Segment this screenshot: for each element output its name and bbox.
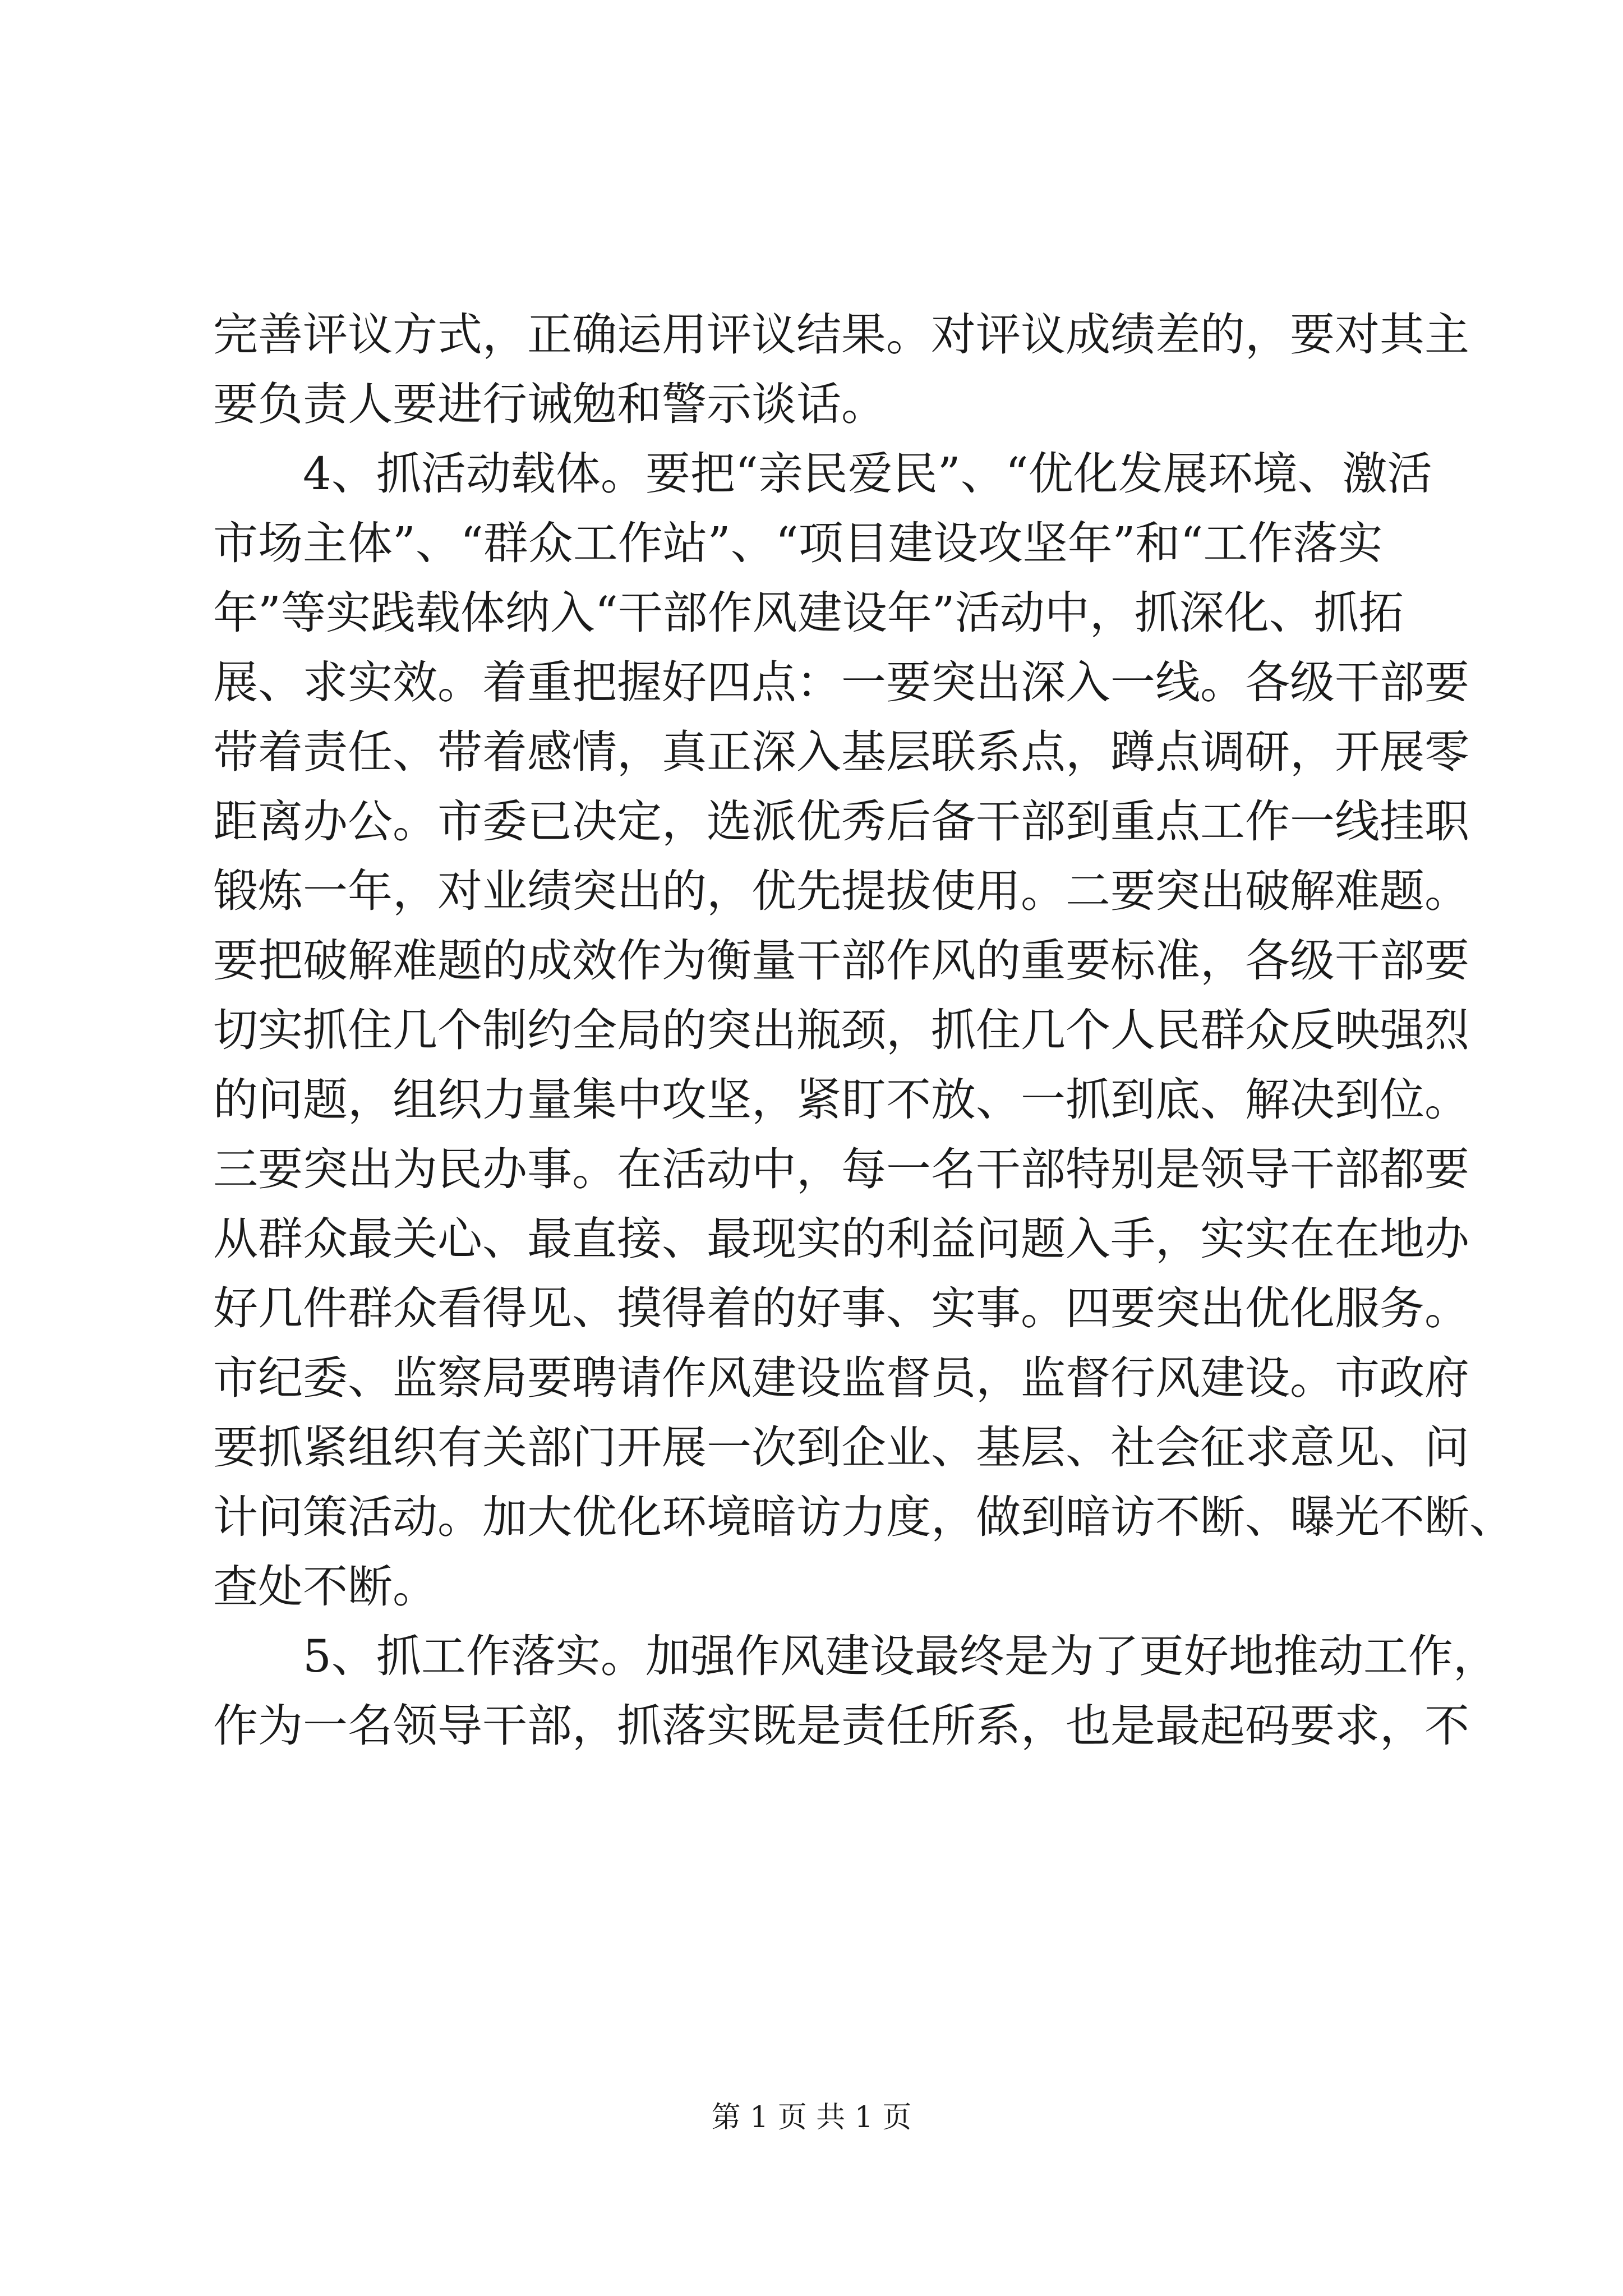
text-line: 要把破解难题的成效作为衡量干部作风的重要标准，各级干部要	[213, 935, 1469, 987]
text-line: 展、求实效。着重把握好四点：一要突出深入一线。各级干部要	[213, 656, 1469, 708]
text-line: 查处不断。	[213, 1561, 437, 1613]
text-line: 市纪委、监察局要聘请作风建设监督员，监督行风建设。市政府	[213, 1352, 1469, 1404]
page-number-label: 第 1 页 共 1 页	[711, 2101, 912, 2134]
text-line: 好几件群众看得见、摸得着的好事、实事。四要突出优化服务。	[213, 1282, 1469, 1335]
text-line: 带着责任、带着感情，真正深入基层联系点，蹲点调研，开展零	[213, 726, 1469, 778]
text-line: 切实抓住几个制约全局的突出瓶颈，抓住几个人民群众反映强烈	[213, 1004, 1469, 1056]
page-footer	[0, 2098, 1623, 2137]
text-line: 要负责人要进行诫勉和警示谈话。	[213, 378, 886, 430]
text-line: 5、抓工作落实。加强作风建设最终是为了更好地推动工作，	[213, 1630, 1498, 1682]
text-line: 距离办公。市委已决定，选派优秀后备干部到重点工作一线挂职	[213, 795, 1469, 848]
text-line: 市场主体”、“群众工作站”、“项目建设攻坚年”和“工作落实	[213, 517, 1383, 569]
body-text	[213, 300, 1514, 1761]
text-line: 4、抓活动载体。要把“亲民爱民”、“优化发展环境、激活	[213, 448, 1432, 500]
text-line: 从群众最关心、最直接、最现实的利益问题入手，实实在在地办	[213, 1213, 1469, 1265]
text-line: 完善评议方式，正确运用评议结果。对评议成绩差的，要对其主	[213, 309, 1469, 361]
text-line: 要抓紧组织有关部门开展一次到企业、基层、社会征求意见、问	[213, 1421, 1469, 1474]
text-line: 的问题，组织力量集中攻坚，紧盯不放、一抓到底、解决到位。	[213, 1074, 1469, 1126]
text-line: 年”等实践载体纳入“干部作风建设年”活动中，抓深化、抓拓	[213, 587, 1404, 639]
text-line: 作为一名领导干部，抓落实既是责任所系，也是最起码要求，不	[213, 1700, 1469, 1752]
text-line: 计问策活动。加大优化环境暗访力度，做到暗访不断、曝光不断、	[213, 1491, 1514, 1543]
text-line: 锻炼一年，对业绩突出的，优先提拔使用。二要突出破解难题。	[213, 865, 1469, 917]
text-line: 三要突出为民办事。在活动中，每一名干部特别是领导干部都要	[213, 1143, 1469, 1195]
